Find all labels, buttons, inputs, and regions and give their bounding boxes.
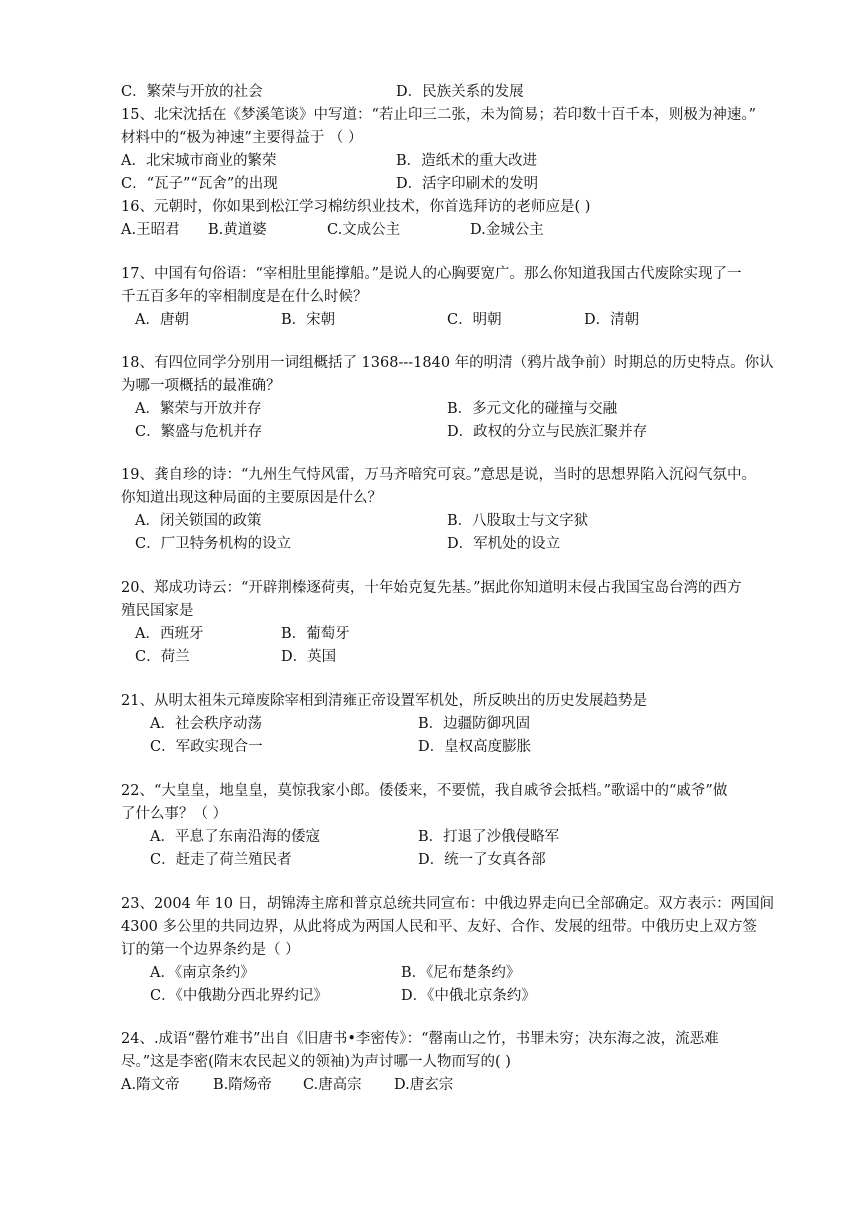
option-c: C．荷兰 [135,649,190,665]
question-text: 你知道出现这种局面的主要原因是什么？ [121,490,382,506]
option-d: D．英国 [281,649,337,665]
option-b: B.黄道婆 [208,222,267,238]
option-d: D．军机处的设立 [447,536,561,552]
option-a: A．社会秩序动荡 [150,716,262,732]
question-text: 19、龚自珍的诗：“九州生气恃风雷，万马齐喑究可哀。”意思是说，当时的思想界陷入沉闷气氛中。 [121,467,757,483]
option-row [121,421,789,444]
option-b: B．打退了沙俄侵略军 [418,829,560,845]
option-b: B．多元文化的碰撞与交融 [447,401,618,417]
option-c: C．繁盛与危机并存 [135,424,263,440]
option-d: D．统一了女真各部 [418,852,546,868]
option-row [121,736,789,759]
question-18 [121,352,789,444]
question-24 [121,1028,789,1097]
option-b: B．宋朝 [281,312,336,328]
option-row [121,81,789,104]
question-text: 22、“大皇皇，地皇皇，莫惊我家小郎。倭倭来，不要慌，我自戚爷会抵档。”歌谣中的“戚爷”做 [121,783,728,799]
option-d: D．清朝 [584,312,640,328]
option-a: A.王昭君 [121,222,180,238]
option-row [121,826,789,849]
option-d: D．《中俄北京条约》 [401,988,536,1004]
question-text: 了什么事？（ ） [121,806,228,822]
question-text: 材料中的“极为神速”主要得益于 （ ） [121,130,363,146]
question-22 [121,780,789,872]
option-row [121,533,789,556]
question-text: 16、元朝时，你如果到松江学习棉纺织业技术，你首选拜访的老师应是( ) [121,199,591,215]
option-d: D．皇权高度膨胀 [418,739,532,755]
option-d: D.唐玄宗 [394,1077,454,1093]
question-text: 4300 多公里的共同边界，从此将成为两国人民和平、友好、合作、发展的纽带。中俄历史上双方签 [121,919,758,935]
question-17 [121,263,789,332]
question-21 [121,690,789,759]
option-c: C．繁荣与开放的社会 [121,84,263,100]
option-c: C．“瓦子”“瓦舍”的出现 [121,176,278,192]
option-c: C．明朝 [447,312,502,328]
question-19 [121,464,789,556]
option-b: B．八股取士与文字狱 [447,513,589,529]
option-a: A．繁荣与开放并存 [135,401,262,417]
option-c: C.唐高宗 [303,1077,362,1093]
question-16 [121,196,789,242]
question-text: 尽。”这是李密(隋末农民起义的领袖)为声讨哪一人物而写的( ) [121,1054,511,1070]
option-row [121,510,789,533]
question-text: 殖民国家是 [121,603,194,619]
option-a: A．平息了东南沿海的倭寇 [150,829,320,845]
option-row [121,1074,789,1097]
option-row [121,219,789,242]
option-row [121,962,789,985]
question-text: 为哪一项概括的最准确？ [121,378,281,394]
question-23 [121,893,789,1008]
question-text: 千五百多年的宰相制度是在什么时候？ [121,289,368,305]
option-row [121,309,789,332]
question-text: 24、.成语“罄竹难书”出自《旧唐书•李密传》：“罄南山之竹，书罪未穷；决东海之波，流恶难 [121,1031,719,1047]
question-text: 18、有四位同学分别用一词组概括了 1368---1840 年的明清（鸦片战争前）时期总的历史特点。你认 [121,355,774,371]
question-text: 21、从明太祖朱元璋废除宰相到清雍正帝设置军机处，所反映出的历史发展趋势是 [121,693,647,709]
option-row [121,849,789,872]
option-b: B．造纸术的重大改进 [396,153,538,169]
option-row [121,985,789,1008]
option-c: C．赶走了荷兰殖民者 [150,852,292,868]
option-row [121,150,789,173]
question-20 [121,577,789,669]
question-14-tail [121,81,789,104]
question-text: 20、郑成功诗云：“开辟荆榛逐荷夷，十年始克复先基。”据此你知道明末侵占我国宝岛台湾的西方 [121,580,742,596]
option-a: A．《南京条约》 [150,965,255,981]
option-a: A.隋文帝 [121,1077,180,1093]
option-a: A．闭关锁国的政策 [135,513,262,529]
option-d: D．政权的分立与民族汇聚并存 [447,424,648,440]
option-c: C.文成公主 [327,222,401,238]
option-a: A．唐朝 [135,312,189,328]
question-text: 23、2004 年 10 日，胡锦涛主席和普京总统共同宣布：中俄边界走向已全部确定。双方表示：两国间 [121,896,775,912]
option-c: C．军政实现合一 [150,739,263,755]
option-d: D．民族关系的发展 [396,84,524,100]
option-c: C．《中俄勘分西北界约记》 [150,988,328,1004]
question-text: 17、中国有句俗语：“宰相肚里能撑船。”是说人的心胸要宽广。那么你知道我国古代废除实现了一 [121,266,742,282]
option-d: D．活字印刷术的发明 [396,176,539,192]
option-row [121,646,789,669]
question-text: 订的第一个边界条约是（ ） [121,942,300,958]
question-15 [121,104,789,196]
question-text: 15、北宋沈括在《梦溪笔谈》中写道：“若止印三二张，未为简易；若印数十百千本，则极为神速。” [121,107,757,123]
option-row [121,713,789,736]
option-row [121,623,789,646]
option-a: A．北宋城市商业的繁荣 [121,153,277,169]
option-b: B．《尼布楚条约》 [401,965,521,981]
option-b: B．葡萄牙 [281,626,350,642]
option-row [121,398,789,421]
option-c: C．厂卫特务机构的设立 [135,536,292,552]
option-b: B．边疆防御巩固 [418,716,531,732]
option-row [121,173,789,196]
option-a: A．西班牙 [135,626,204,642]
option-d: D.金城公主 [470,222,544,238]
option-b: B.隋炀帝 [213,1077,272,1093]
